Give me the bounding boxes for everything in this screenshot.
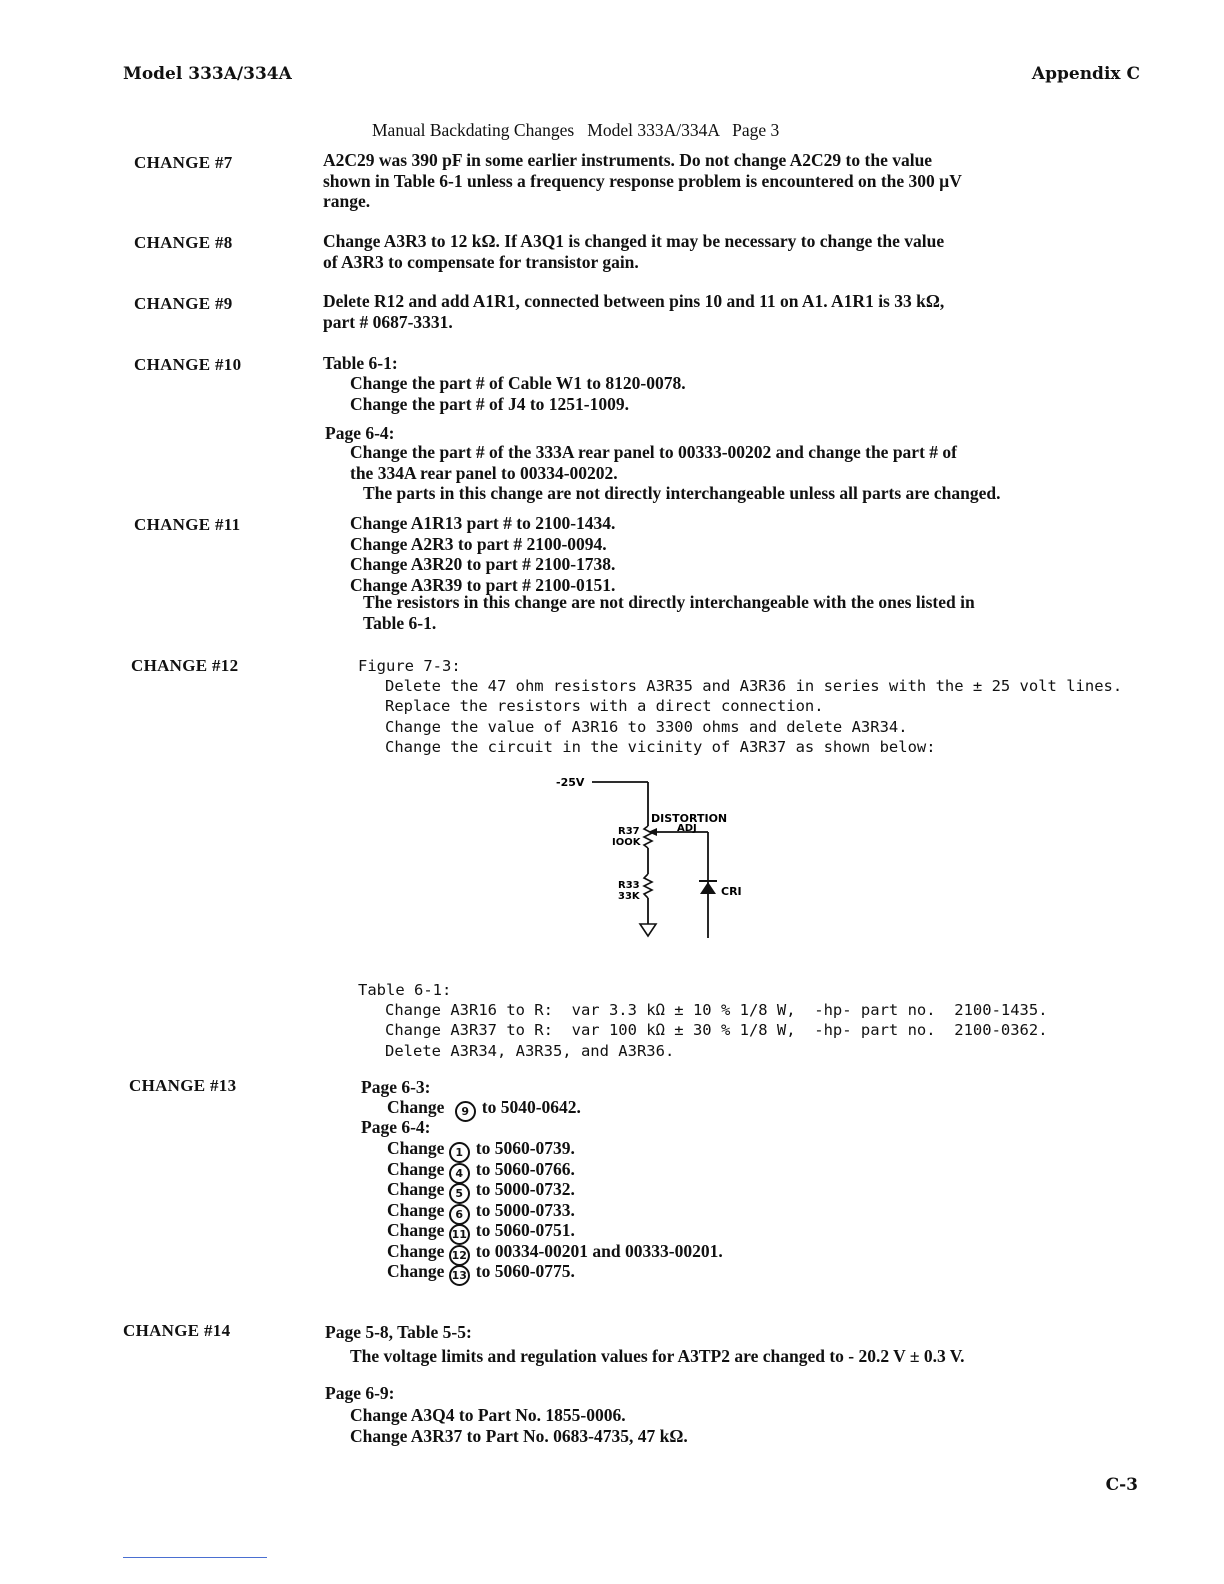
change-13-page63-heading: Page 6-3: xyxy=(361,1077,431,1097)
change-word: Change xyxy=(387,1199,445,1220)
change-14-heading-2: Page 6-9: xyxy=(325,1383,395,1403)
change-word: Change xyxy=(387,1179,445,1199)
change-9-label: CHANGE #9 xyxy=(134,294,233,313)
text-line: Change A3R37 to R: var 100 kΩ ± 30 % 1/8 W, -hp- part no. 2100-0362. xyxy=(385,1021,1048,1040)
text-line: Change the value of A3R16 to 3300 ohms and delete A3R34. xyxy=(385,717,908,736)
diode-symbol xyxy=(700,882,716,894)
supply-label: -25V xyxy=(556,776,585,789)
text-line: shown in Table 6-1 unless a frequency response problem is encountered on the 300 µV xyxy=(323,170,962,191)
ground-symbol xyxy=(640,924,656,936)
list-item xyxy=(387,1200,723,1221)
page-subtitle: Manual Backdating Changes Model 333A/334A Page 3 xyxy=(372,120,780,140)
item-text: to 5060-0766. xyxy=(475,1158,575,1179)
r37-value-label: IOOK xyxy=(612,837,641,848)
list-item xyxy=(387,1138,723,1159)
r37-ref-label: R37 xyxy=(618,826,640,837)
text-line: Change A3R20 to part # 2100-1738. xyxy=(350,554,616,574)
pot-label: DISTORTION xyxy=(651,812,728,825)
text-line: Replace the resistors with a direct connection. xyxy=(385,697,824,716)
change-14-lines-2 xyxy=(350,1405,688,1446)
item-text: to 5000-0732. xyxy=(475,1179,575,1199)
change-9-text xyxy=(323,291,944,332)
header-appendix: Appendix C xyxy=(1031,64,1140,84)
circuit-schematic xyxy=(540,768,770,948)
circled-number: 11 xyxy=(449,1224,470,1245)
change-10-note: The parts in this change are not directly interchangeable unless all parts are changed. xyxy=(363,483,1001,503)
text-line: Change the part # of J4 to 1251-1009. xyxy=(350,393,630,414)
change-12-figure-heading: Figure 7-3: xyxy=(358,657,461,675)
text-line: Change the circuit in the vicinity of A3R37 as shown below: xyxy=(385,737,936,756)
change-14-heading-1: Page 5-8, Table 5-5: xyxy=(325,1322,472,1342)
text-line: Delete A3R34, A3R35, and A3R36. xyxy=(385,1041,675,1060)
change-word: Change xyxy=(387,1097,445,1117)
page-number: C-3 xyxy=(1105,1475,1138,1495)
text-line: Change A3R16 to R: var 3.3 kΩ ± 10 % 1/8 W, -hp- part no. 2100-1435. xyxy=(385,1001,1048,1019)
diode-label: CRI xyxy=(721,885,742,898)
list-item xyxy=(387,1179,723,1200)
circled-number: 6 xyxy=(449,1204,470,1225)
change-12-figure-lines xyxy=(385,676,1122,757)
text-line: Change A3Q4 to Part No. 1855-0006. xyxy=(350,1405,626,1425)
change-11-lines xyxy=(350,513,615,595)
text-line: Change A3R39 to part # 2100-0151. xyxy=(350,574,616,595)
change-11-note xyxy=(363,592,975,633)
text-line: Change the part # of Cable W1 to 8120-0078. xyxy=(350,373,686,393)
item-text: to 5000-0733. xyxy=(475,1199,575,1220)
pot-label: ADJ xyxy=(677,823,697,834)
header-model: Model 333A/334A xyxy=(123,64,292,84)
r33-value-label: 33K xyxy=(618,891,640,902)
circled-number: 1 xyxy=(449,1142,470,1163)
change-10-table-lines xyxy=(350,373,686,414)
item-text: to 5040-0642. xyxy=(481,1097,581,1117)
list-item xyxy=(387,1261,723,1282)
r33-resistor xyxy=(644,874,652,898)
text-line: Change A3R3 to 12 kΩ. If A3Q1 is changed it may be necessary to change the value xyxy=(323,231,945,251)
item-text: to 00334-00201 and 00333-00201. xyxy=(475,1240,723,1261)
text-line: A2C29 was 390 pF in some earlier instruments. Do not change A2C29 to the value xyxy=(323,150,933,170)
text-line: Change A3R37 to Part No. 0683-4735, 47 kΩ. xyxy=(350,1425,688,1446)
text-line: range. xyxy=(323,191,371,211)
text-line: Change A1R13 part # to 2100-1434. xyxy=(350,513,616,533)
change-7-text xyxy=(323,150,962,212)
r33-ref-label: R33 xyxy=(618,880,640,891)
text-line: part # 0687-3331. xyxy=(323,311,453,332)
change-8-text xyxy=(323,231,944,272)
change-12-table-heading: Table 6-1: xyxy=(358,981,452,999)
item-text: to 5060-0751. xyxy=(475,1220,575,1240)
change-10-page-lines xyxy=(350,442,957,483)
text-line: the 334A rear panel to 00334-00202. xyxy=(350,462,618,483)
change-12-label: CHANGE #12 xyxy=(131,656,239,675)
text-line: of A3R3 to compensate for transistor gain. xyxy=(323,251,639,272)
change-10-table-heading: Table 6-1: xyxy=(323,353,398,373)
change-word: Change xyxy=(387,1261,445,1281)
r37-resistor xyxy=(644,826,652,848)
text-line: Table 6-1. xyxy=(363,612,437,633)
circled-number: 4 xyxy=(449,1163,470,1184)
footer-rule xyxy=(123,1557,267,1558)
change-10-page-heading: Page 6-4: xyxy=(325,423,395,443)
circled-number: 13 xyxy=(449,1265,470,1286)
change-14-label: CHANGE #14 xyxy=(123,1321,231,1340)
text-line: Change the part # of the 333A rear panel to 00333-00202 and change the part # of xyxy=(350,442,957,462)
change-13-page64-list xyxy=(387,1138,723,1282)
list-item xyxy=(387,1241,723,1262)
change-14-line-1: The voltage limits and regulation values for A3TP2 are changed to - 20.2 V ± 0.3 V. xyxy=(350,1346,965,1366)
text-line: Delete the 47 ohm resistors A3R35 and A3R36 in series with the ± 25 volt lines. xyxy=(385,677,1123,695)
circled-number: 9 xyxy=(455,1101,476,1122)
circled-number: 5 xyxy=(449,1183,470,1204)
change-word: Change xyxy=(387,1138,445,1158)
item-text: to 5060-0775. xyxy=(475,1261,575,1281)
change-word: Change xyxy=(387,1240,445,1261)
circled-number: 12 xyxy=(449,1245,470,1266)
list-item xyxy=(387,1159,723,1180)
change-12-table-lines xyxy=(385,1000,1048,1061)
change-word: Change xyxy=(387,1220,445,1240)
list-item xyxy=(387,1220,723,1241)
change-13-label: CHANGE #13 xyxy=(129,1076,237,1095)
text-line: Change A2R3 to part # 2100-0094. xyxy=(350,533,607,554)
change-word: Change xyxy=(387,1158,445,1179)
change-8-label: CHANGE #8 xyxy=(134,233,233,252)
change-10-label: CHANGE #10 xyxy=(134,355,242,374)
text-line: The resistors in this change are not directly interchangeable with the ones listed in xyxy=(363,592,975,612)
change-7-label: CHANGE #7 xyxy=(134,153,233,172)
change-11-label: CHANGE #11 xyxy=(134,515,241,534)
text-line: Delete R12 and add A1R1, connected between pins 10 and 11 on A1. A1R1 is 33 kΩ, xyxy=(323,291,945,311)
change-13-page64-heading: Page 6-4: xyxy=(361,1117,431,1137)
item-text: to 5060-0739. xyxy=(475,1138,575,1158)
